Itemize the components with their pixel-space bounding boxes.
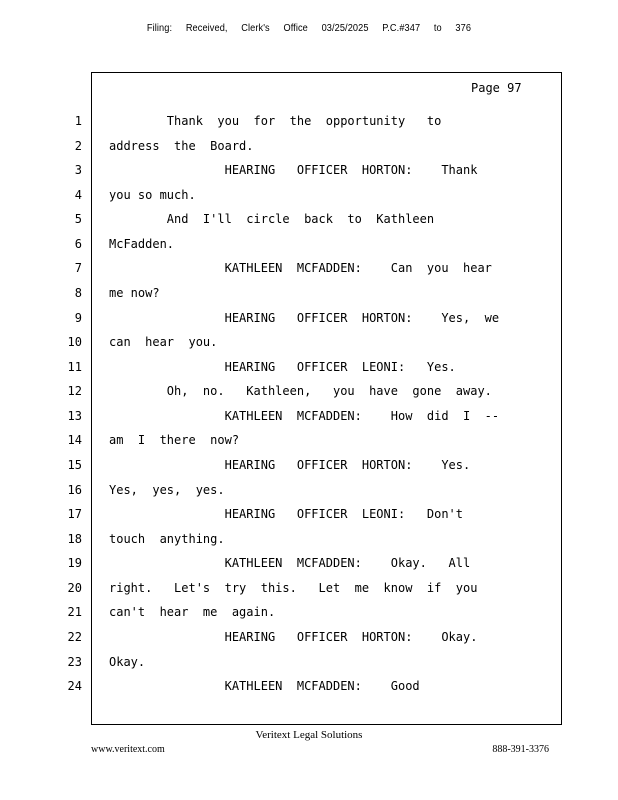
line-number: 14 xyxy=(67,433,82,447)
line-number: 21 xyxy=(67,605,82,619)
page-label: Page 97 xyxy=(471,81,522,95)
line-text: touch anything. xyxy=(109,532,225,546)
line-number: 19 xyxy=(67,556,82,570)
filing-stamp xyxy=(25,23,594,34)
filing-word: to xyxy=(433,23,442,34)
filing-word: Office xyxy=(283,23,308,34)
line-number: 5 xyxy=(74,212,82,226)
footer-website: www.veritext.com xyxy=(91,744,165,755)
footer-company: Veritext Legal Solutions xyxy=(255,729,363,741)
line-text: HEARING OFFICER HORTON: Yes. xyxy=(109,458,471,472)
line-text: KATHLEEN MCFADDEN: How did I -- xyxy=(109,409,500,423)
line-text: Oh, no. Kathleen, you have gone away. xyxy=(109,384,492,398)
line-text: Yes, yes, yes. xyxy=(109,483,225,497)
filing-word: 376 xyxy=(455,23,472,34)
line-number: 16 xyxy=(67,483,82,497)
filing-word: P.C.#347 xyxy=(382,23,421,34)
line-text: HEARING OFFICER HORTON: Yes, we xyxy=(109,311,500,325)
line-number: 10 xyxy=(67,335,82,349)
line-number: 3 xyxy=(74,163,82,177)
line-number: 24 xyxy=(67,679,82,693)
line-text: KATHLEEN MCFADDEN: Can you hear xyxy=(109,261,492,275)
line-number: 17 xyxy=(67,507,82,521)
line-text: HEARING OFFICER HORTON: Okay. xyxy=(109,630,478,644)
line-number: 18 xyxy=(67,532,82,546)
line-number: 20 xyxy=(67,581,82,595)
line-text: HEARING OFFICER HORTON: Thank xyxy=(109,163,478,177)
line-text: And I'll circle back to Kathleen xyxy=(109,212,435,226)
line-number: 1 xyxy=(74,114,82,128)
line-text: HEARING OFFICER LEONI: Don't xyxy=(109,507,464,521)
filing-word: 03/25/2025 xyxy=(321,23,369,34)
line-text: Thank you for the opportunity to xyxy=(109,114,442,128)
line-number: 4 xyxy=(74,188,82,202)
line-text: McFadden. xyxy=(109,237,175,251)
line-text: HEARING OFFICER LEONI: Yes. xyxy=(109,360,456,374)
line-text: can hear you. xyxy=(109,335,218,349)
filing-word: Received, xyxy=(185,23,228,34)
line-number: 7 xyxy=(74,261,82,275)
line-text: address the Board. xyxy=(109,139,254,153)
line-number: 13 xyxy=(67,409,82,423)
line-text: can't hear me again. xyxy=(109,605,276,619)
line-text: right. Let's try this. Let me know if you xyxy=(109,581,478,595)
filing-word: Filing: xyxy=(146,23,173,34)
line-number: 6 xyxy=(74,237,82,251)
line-text: KATHLEEN MCFADDEN: Okay. All xyxy=(109,556,471,570)
line-number: 11 xyxy=(67,360,82,374)
line-text: am I there now? xyxy=(109,433,240,447)
line-text: you so much. xyxy=(109,188,196,202)
line-number: 22 xyxy=(67,630,82,644)
line-text: KATHLEEN MCFADDEN: Good xyxy=(109,679,420,693)
line-text: me now? xyxy=(109,286,160,300)
line-number: 9 xyxy=(74,311,82,325)
line-text: Okay. xyxy=(109,655,146,669)
line-number: 8 xyxy=(74,286,82,300)
filing-word: Clerk's xyxy=(241,23,270,34)
line-number: 15 xyxy=(67,458,82,472)
line-number: 23 xyxy=(67,655,82,669)
line-number: 12 xyxy=(67,384,82,398)
footer-phone: 888-391-3376 xyxy=(492,744,549,755)
line-number: 2 xyxy=(74,139,82,153)
